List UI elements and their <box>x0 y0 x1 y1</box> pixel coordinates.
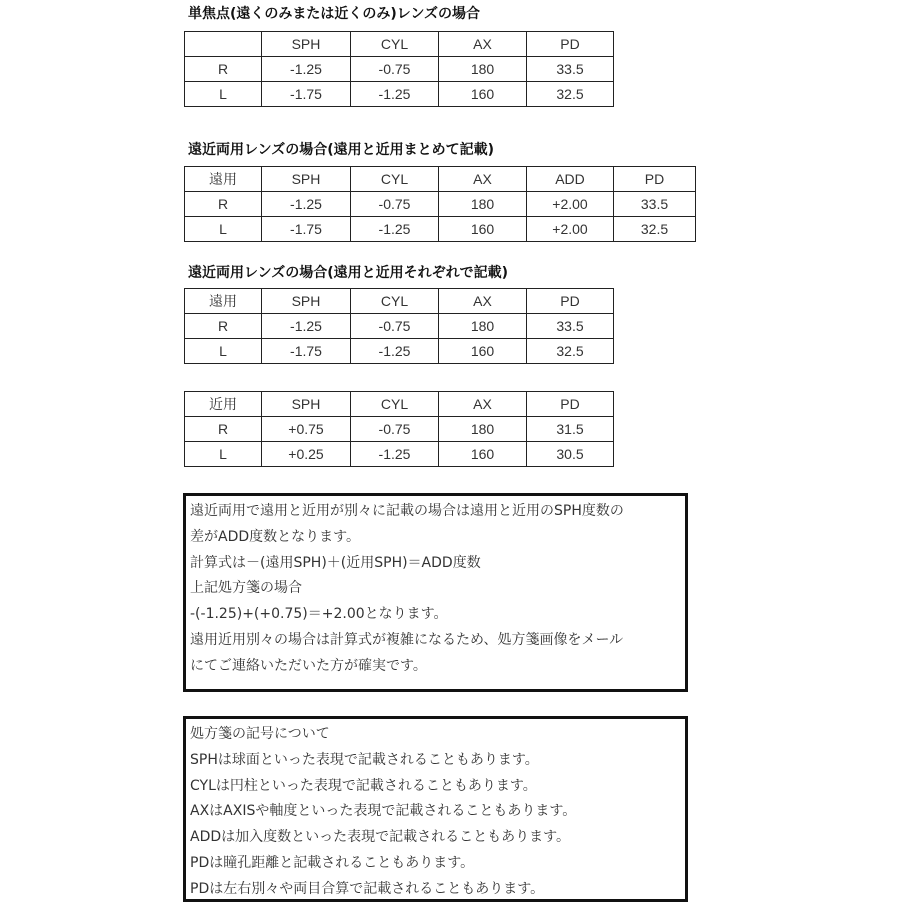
table-header-cell: PD <box>614 167 696 192</box>
note-line: 遠近両用で遠用と近用が別々に記載の場合は遠用と近用のSPH度数の <box>190 503 624 519</box>
table-cell: -1.25 <box>262 192 351 217</box>
table-cell: 180 <box>439 57 527 82</box>
table-header-cell: 遠用 <box>185 289 262 314</box>
table-header-row <box>185 167 696 192</box>
table-cell: 180 <box>439 417 527 442</box>
table-cell: -1.25 <box>351 82 439 107</box>
progressive-combined-table <box>184 166 696 242</box>
symbols-line: SPHは球面といった表現で記載されることもあります。 <box>190 751 539 768</box>
table-cell: 180 <box>439 314 527 339</box>
symbols-line: 処方箋の記号について <box>190 726 330 742</box>
table-cell: R <box>185 192 262 217</box>
table-row <box>185 314 614 339</box>
table-row <box>185 442 614 467</box>
prescription-symbols-box <box>183 716 688 902</box>
table-cell: 30.5 <box>527 442 614 467</box>
table-cell: -0.75 <box>351 192 439 217</box>
table-cell: 160 <box>439 339 527 364</box>
table-cell: R <box>185 417 262 442</box>
table-cell: -0.75 <box>351 57 439 82</box>
table-header-cell: ADD <box>527 167 614 192</box>
table-header-cell: SPH <box>262 32 351 57</box>
symbols-line: PDは瞳孔距離と記載されることもあります。 <box>190 854 475 871</box>
table-header-cell: 遠用 <box>185 167 262 192</box>
table-row <box>185 82 614 107</box>
table-cell: -1.25 <box>351 217 439 242</box>
note-line: 上記処方箋の場合 <box>190 580 302 597</box>
section-title-progressive-combined: 遠近両用レンズの場合(遠用と近用まとめて記載) <box>188 142 495 158</box>
table-cell: L <box>185 442 262 467</box>
table-cell: 160 <box>439 82 527 107</box>
table-header-row <box>185 289 614 314</box>
table-row <box>185 339 614 364</box>
note-line: -(-1.25)+(+0.75)＝+2.00となります。 <box>190 606 448 623</box>
table-header-cell: CYL <box>351 32 439 57</box>
table-cell: 180 <box>439 192 527 217</box>
table-cell: 31.5 <box>527 417 614 442</box>
table-cell: +0.75 <box>262 417 351 442</box>
table-header-cell: AX <box>439 167 527 192</box>
add-calculation-note-box <box>183 493 688 692</box>
table-cell: -1.75 <box>262 217 351 242</box>
table-header-cell: SPH <box>262 289 351 314</box>
table-cell: 33.5 <box>527 314 614 339</box>
table-header-cell: CYL <box>351 392 439 417</box>
table-header-cell <box>185 32 262 57</box>
table-header-cell: PD <box>527 289 614 314</box>
table-cell: -1.25 <box>262 314 351 339</box>
table-cell: 32.5 <box>614 217 696 242</box>
symbols-line: AXはAXISや軸度といった表現で記載されることもあります。 <box>190 803 577 820</box>
table-cell: +2.00 <box>527 217 614 242</box>
table-cell: +2.00 <box>527 192 614 217</box>
table-cell: L <box>185 82 262 107</box>
table-cell: -0.75 <box>351 314 439 339</box>
table-header-cell: SPH <box>262 167 351 192</box>
table-header-row <box>185 32 614 57</box>
table-cell: 33.5 <box>614 192 696 217</box>
table-header-cell: SPH <box>262 392 351 417</box>
table-cell: -1.25 <box>351 442 439 467</box>
table-row <box>185 217 696 242</box>
symbols-line: PDは左右別々や両目合算で記載されることもあります。 <box>190 880 545 897</box>
table-cell: -0.75 <box>351 417 439 442</box>
table-cell: L <box>185 339 262 364</box>
table-cell: R <box>185 314 262 339</box>
table-header-cell: CYL <box>351 289 439 314</box>
far-vision-table <box>184 288 614 364</box>
note-line: 差がADD度数となります。 <box>190 528 361 545</box>
symbols-line: ADDは加入度数といった表現で記載されることもあります。 <box>190 829 571 846</box>
table-row <box>185 57 614 82</box>
note-line: 遠用近用別々の場合は計算式が複雑になるため、処方箋画像をメール <box>190 631 624 648</box>
table-header-cell: 近用 <box>185 392 262 417</box>
table-cell: +0.25 <box>262 442 351 467</box>
table-header-cell: PD <box>527 392 614 417</box>
table-header-cell: AX <box>439 392 527 417</box>
table-cell: 32.5 <box>527 339 614 364</box>
table-cell: -1.25 <box>262 57 351 82</box>
note-line: にてご連絡いただいた方が確実です。 <box>190 657 427 674</box>
table-cell: -1.25 <box>351 339 439 364</box>
section-title-single-focus: 単焦点(遠くのみまたは近くのみ)レンズの場合 <box>188 6 481 22</box>
symbols-line: CYLは円柱といった表現で記載されることもあります。 <box>190 777 537 794</box>
table-cell: L <box>185 217 262 242</box>
table-header-cell: AX <box>439 32 527 57</box>
table-header-cell: AX <box>439 289 527 314</box>
single-focus-table <box>184 31 614 107</box>
near-vision-table <box>184 391 614 467</box>
table-cell: 160 <box>439 442 527 467</box>
table-cell: -1.75 <box>262 339 351 364</box>
note-line: 計算式は－(遠用SPH)＋(近用SPH)＝ADD度数 <box>190 554 481 571</box>
table-header-cell: PD <box>527 32 614 57</box>
table-row <box>185 417 614 442</box>
table-cell: 32.5 <box>527 82 614 107</box>
table-row <box>185 192 696 217</box>
table-cell: -1.75 <box>262 82 351 107</box>
table-cell: 160 <box>439 217 527 242</box>
section-title-progressive-separate: 遠近両用レンズの場合(遠用と近用それぞれで記載) <box>188 265 509 281</box>
table-cell: R <box>185 57 262 82</box>
table-cell: 33.5 <box>527 57 614 82</box>
table-header-row <box>185 392 614 417</box>
table-header-cell: CYL <box>351 167 439 192</box>
